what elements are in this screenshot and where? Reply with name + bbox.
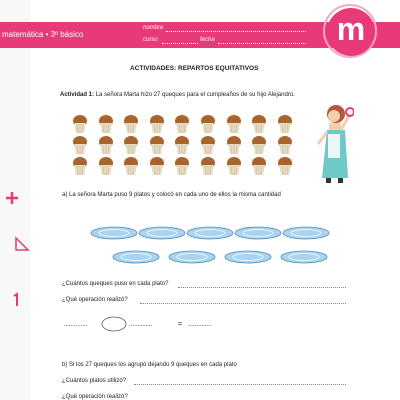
plate bbox=[186, 226, 234, 240]
question-a-text: a) La señora Marta puso 9 platos y colocó en cada uno de ellos la misma cantidad bbox=[62, 192, 281, 198]
triangle-ruler-icon bbox=[14, 236, 30, 252]
muffin bbox=[174, 135, 190, 155]
plate bbox=[90, 226, 138, 240]
operator-oval[interactable] bbox=[101, 316, 127, 332]
answer-line-b1[interactable] bbox=[134, 384, 346, 385]
subject-label: matemática • 3º básico bbox=[2, 30, 84, 39]
plate bbox=[280, 250, 328, 264]
plate bbox=[168, 250, 216, 264]
muffin bbox=[123, 156, 139, 176]
muffin bbox=[174, 114, 190, 134]
muffin bbox=[226, 135, 242, 155]
equation-blank-3[interactable]: .............. bbox=[188, 322, 212, 328]
muffin bbox=[72, 114, 88, 134]
muffin bbox=[72, 156, 88, 176]
muffin bbox=[98, 135, 114, 155]
name-field[interactable] bbox=[166, 31, 306, 32]
plate bbox=[234, 226, 282, 240]
page-title: ACTIVIDADES: REPARTOS EQUITATIVOS bbox=[130, 65, 259, 72]
woman-illustration bbox=[312, 100, 354, 185]
muffin bbox=[149, 114, 165, 134]
muffin bbox=[98, 114, 114, 134]
muffin bbox=[277, 135, 293, 155]
plate bbox=[138, 226, 186, 240]
muffin bbox=[149, 135, 165, 155]
answer-line-a2[interactable] bbox=[140, 303, 346, 304]
question-a-q2: ¿Qué operación realizó? bbox=[62, 297, 128, 303]
muffin bbox=[277, 156, 293, 176]
course-label: curso bbox=[143, 37, 158, 43]
course-field[interactable] bbox=[162, 43, 198, 44]
muffin bbox=[200, 135, 216, 155]
muffin bbox=[226, 114, 242, 134]
muffin bbox=[123, 135, 139, 155]
name-label: nombre bbox=[143, 25, 164, 31]
plate bbox=[224, 250, 272, 264]
equation-blank-1[interactable]: .............. bbox=[64, 322, 88, 328]
equals-sign: = bbox=[178, 321, 183, 328]
muffin bbox=[123, 114, 139, 134]
muffin bbox=[200, 156, 216, 176]
date-field[interactable] bbox=[218, 43, 306, 44]
logo-letter: m bbox=[336, 11, 366, 47]
question-b-q1: ¿Cuántos platos utilizó? bbox=[62, 378, 127, 384]
plus-icon bbox=[4, 190, 20, 206]
activity-1-statement: La señora Marta hizo 27 queques para el cumpleaños de su hijo Alejandro. bbox=[95, 92, 295, 98]
date-label: fecha bbox=[200, 37, 215, 43]
muffin bbox=[226, 156, 242, 176]
muffin bbox=[72, 135, 88, 155]
muffin bbox=[200, 114, 216, 134]
equation-blank-2[interactable]: .............. bbox=[129, 322, 153, 328]
muffin bbox=[251, 114, 267, 134]
answer-line-a1[interactable] bbox=[178, 287, 346, 288]
muffin bbox=[98, 156, 114, 176]
plate bbox=[112, 250, 160, 264]
muffin bbox=[174, 156, 190, 176]
question-b-q2: ¿Qué operación realizó? bbox=[62, 394, 128, 400]
math-logo bbox=[327, 8, 375, 56]
activity-1-text bbox=[60, 92, 295, 98]
muffin bbox=[277, 114, 293, 134]
activity-1-label: Actividad 1: bbox=[60, 92, 95, 98]
number-one-icon bbox=[10, 292, 22, 308]
muffin bbox=[149, 156, 165, 176]
plate bbox=[282, 226, 330, 240]
question-a-q1: ¿Cuántos queques puso en cada plato? bbox=[62, 281, 169, 287]
muffin bbox=[251, 135, 267, 155]
question-b-text: b) Si los 27 queques los agrupó dejando 9 queques en cada plato bbox=[62, 362, 237, 368]
muffin bbox=[251, 156, 267, 176]
